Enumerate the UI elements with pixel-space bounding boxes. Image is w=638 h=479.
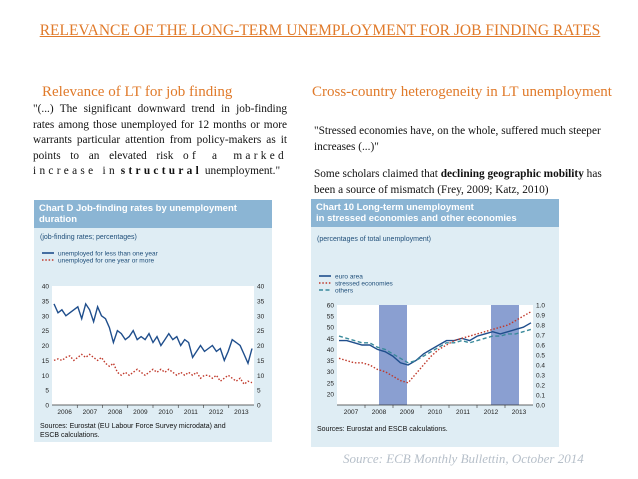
x-tick-d: 2006 [57,409,72,416]
chart-10-source: Sources: Eurostat and ESCB calculations. [317,426,448,433]
x-tick-d: 2013 [234,409,249,416]
y-tick-right-d: 0 [257,402,261,410]
y-tick-right-d: 35 [257,298,265,306]
y-tick-right-10: 0.9 [536,312,546,320]
left-quote [33,102,287,180]
chart-d [34,200,272,442]
x-tick-10: 2008 [371,409,387,416]
chart-10-plot [311,199,559,447]
y-tick-left-d: 20 [41,343,49,350]
chart-d-source-1: Sources: Eurostat (EU Labour Force Survey microdata) and [40,423,226,430]
x-tick-10: 2011 [456,409,470,416]
shaded-period-10 [491,305,519,405]
y-tick-left-d: 0 [45,402,49,410]
chart-d-plot [34,200,272,442]
y-tick-right-d: 20 [257,343,265,350]
y-tick-left-10: 60 [326,302,334,310]
chart-d-source-2: ESCB calculations. [40,432,100,439]
y-tick-right-10: 0.5 [536,352,546,360]
chart-10 [311,199,559,447]
y-tick-left-d: 30 [41,313,49,321]
right-quote-2-b: has been a source of mismatch (Frey, 2009; Katz, 2010) [314,168,602,196]
x-tick-10: 2010 [427,409,443,416]
y-tick-right-d: 40 [257,283,265,291]
y-tick-right-10: 0.6 [536,342,546,350]
x-tick-10: 2007 [343,409,359,416]
legend-label-d: unemployed for one year or more [58,257,155,265]
y-tick-left-10: 30 [326,369,334,377]
left-quote-part-c: unemployment." [204,165,281,178]
y-tick-left-d: 15 [41,357,49,365]
y-tick-right-d: 5 [257,387,261,395]
shaded-period-10 [379,305,407,405]
chart-d-title: Chart D Job-finding rates by unemployment duration [34,200,272,228]
x-tick-10: 2009 [399,409,415,416]
x-tick-d: 2009 [133,409,148,416]
y-tick-left-d: 40 [41,283,49,291]
y-tick-left-10: 25 [326,380,334,388]
y-tick-left-10: 55 [326,313,334,321]
left-quote-part-b: of a marked increase in [33,149,287,178]
x-tick-10: 2013 [511,409,527,416]
y-tick-right-10: 0.7 [536,332,546,340]
x-tick-d: 2011 [183,409,198,416]
left-quote-part-a: "(...) The significant downward trend in job-finding rates among those unemployed for 12 months or more warrants particular attention from policy-makers as it points to an elevated risk [33,103,287,162]
right-heading: Cross-country heterogeneity in LT unemployment [312,84,612,100]
chart-10-title-line2: in stressed economies and other economies [316,213,517,224]
x-tick-d: 2012 [208,409,224,416]
y-tick-left-10: 45 [326,335,334,343]
right-quote-2-bold: declining geographic mobility [440,168,584,180]
right-quote-1: "Stressed economies have, on the whole, suffered much steeper increases (...)" [314,125,601,153]
y-tick-right-10: 0.4 [536,362,546,370]
x-tick-d: 2007 [82,409,98,416]
legend-label-10: others [335,287,354,295]
legend-label-10: euro area [335,273,363,281]
legend-label-10: stressed economies [335,280,393,288]
y-tick-left-10: 35 [326,358,334,366]
right-quote-2-a: Some scholars claimed that [314,168,441,180]
y-tick-right-d: 25 [257,328,265,336]
source-note: Source: ECB Monthly Bullettin, October 2014 [343,451,584,466]
x-tick-d: 2008 [107,409,123,416]
left-quote-bold: structural [120,165,203,178]
y-tick-right-10: 1.0 [536,302,546,310]
y-tick-right-10: 0.3 [536,372,546,380]
y-tick-left-10: 40 [326,346,334,354]
legend-label-d: unemployed for less than one year [58,250,158,258]
plot-area-d [52,286,254,405]
chart-10-title-line1: Chart 10 Long-term unemployment [316,202,474,213]
y-tick-right-10: 0.2 [536,382,546,390]
slide-title: RELEVANCE OF THE LONG-TERM UNEMPLOYMENT FOR JOB FINDING RATES [39,22,601,39]
x-tick-10: 2012 [483,409,499,416]
y-tick-right-d: 30 [257,313,265,321]
y-tick-left-d: 35 [41,298,49,306]
chart-d-subtitle: (job-finding rates; percentages) [40,234,137,241]
left-heading: Relevance of LT for job finding [42,84,233,100]
y-tick-left-d: 25 [41,328,49,336]
chart-10-subtitle: (percentages of total unemployment) [317,236,432,243]
right-quote-2 [314,167,614,198]
x-tick-d: 2010 [158,409,173,416]
y-tick-right-10: 0.0 [536,402,546,410]
y-tick-left-d: 5 [45,387,49,395]
y-tick-left-10: 50 [326,324,334,332]
y-tick-right-d: 10 [257,372,265,380]
y-tick-left-d: 10 [41,372,49,380]
y-tick-right-10: 0.8 [536,322,546,330]
y-tick-right-10: 0.1 [536,392,546,400]
y-tick-left-10: 20 [326,391,334,399]
y-tick-right-d: 15 [257,357,265,365]
